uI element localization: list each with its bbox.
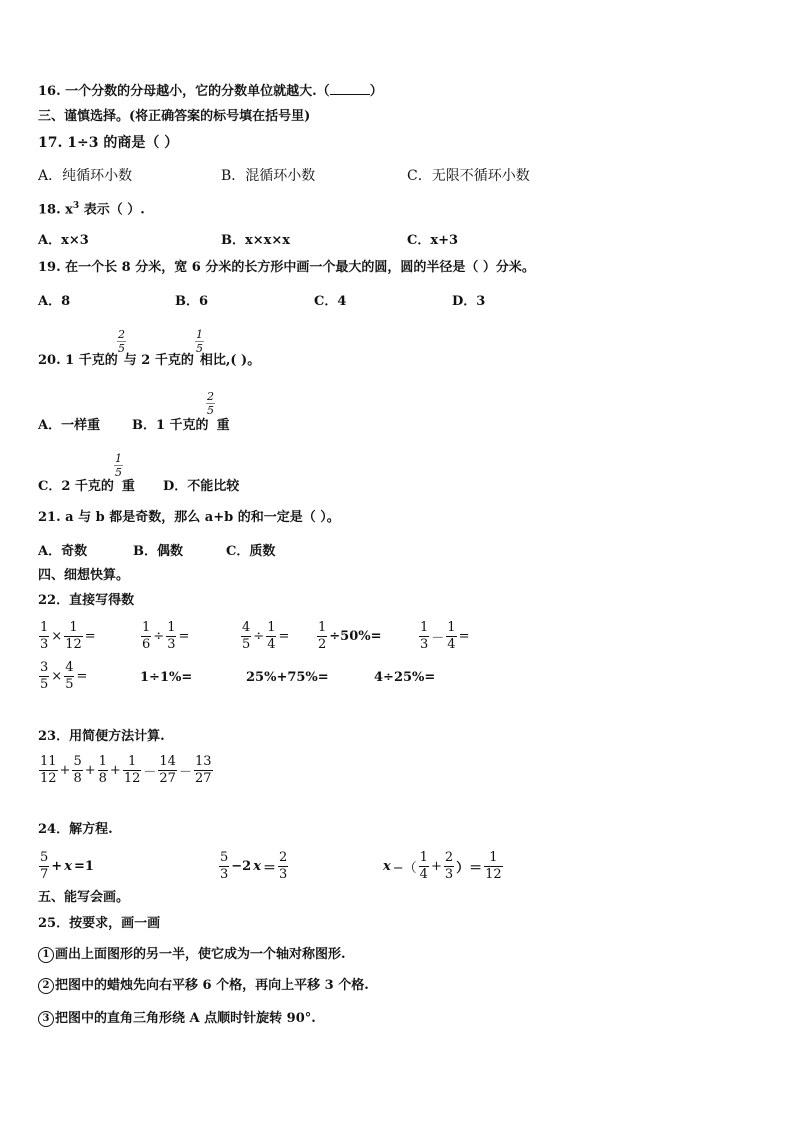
question-number: 20. xyxy=(38,353,61,368)
task-item-3: 3 把图中的直角三角形绕 A 点顺时针旋转 90°. xyxy=(38,1010,316,1028)
fraction-two-fifths: 2 5 xyxy=(207,390,214,417)
expr-8: 25%+75%= xyxy=(246,670,329,685)
option-d[interactable]: D．不能比较 xyxy=(163,479,240,494)
task-item-1: 1 画出上面图形的另一半，使它成为一个轴对称图形. xyxy=(38,946,346,964)
question-number: 17. xyxy=(38,135,63,151)
option-c[interactable]: C．4 xyxy=(314,294,347,309)
option-d[interactable]: D．3 xyxy=(452,294,486,309)
question-text: 1÷3 的商是（ ） xyxy=(67,135,179,151)
option-b[interactable]: B．1 千克的 重 xyxy=(132,418,230,433)
option-b[interactable]: B．6 xyxy=(175,294,209,309)
option-a[interactable]: A．纯循环小数 xyxy=(38,168,133,184)
fraction-one-fifth: 1 5 xyxy=(115,452,122,479)
expr-1: $\frac{1}{3}$ × $\frac{1}{12}$ = xyxy=(40,620,96,652)
expr-2: $\frac{1}{6}$ ÷ $\frac{1}{3}$ = xyxy=(142,620,190,652)
circled-number-icon: 2 xyxy=(38,978,54,994)
option-a[interactable]: A．奇数 xyxy=(38,544,88,559)
question-number: 16. xyxy=(38,84,61,99)
question-17 xyxy=(38,134,178,152)
question-text: a 与 b 都是奇数，那么 a+b 的和一定是（ ）。 xyxy=(65,510,340,525)
expr-5: $\frac{1}{3}$ － $\frac{1}{4}$ = xyxy=(420,620,470,652)
option-c[interactable]: C．无限不循环小数 xyxy=(407,168,530,184)
option-c[interactable]: C．2 千克的 重 xyxy=(38,479,135,494)
option-a[interactable]: A．一样重 xyxy=(38,418,101,433)
question-text: 在一个长 8 分米，宽 6 分米的长方形中画一个最大的圆，圆的半径是（ ）分米。 xyxy=(65,260,535,275)
equation-2: $\frac{5}{3}$ −2 x＝ $\frac{2}{3}$ xyxy=(220,850,288,882)
expr-4: $\frac{1}{2}$ ÷50%= xyxy=(318,620,382,652)
option-c[interactable]: C．x+3 xyxy=(407,233,459,248)
question-19 xyxy=(38,259,535,277)
expr-3: $\frac{4}{5}$ ÷ $\frac{1}{4}$ = xyxy=(242,620,290,652)
section-heading-4: 四、细想快算。 xyxy=(38,568,130,583)
equation-3: x −（ $\frac{1}{4}$ + $\frac{2}{3}$ ）＝ $\frac{1}{12}$ xyxy=(383,850,502,882)
option-a[interactable]: A．8 xyxy=(38,294,71,309)
equation-1: $\frac{5}{7}$ +x =1 xyxy=(40,850,94,882)
fraction-one-fifth: 1 5 xyxy=(196,328,203,355)
question-20: 20. 1 千克的 与 2 千克的 相比,( )。 xyxy=(38,353,261,368)
question-23-title: 23．用简便方法计算. xyxy=(38,729,165,744)
fraction-two-fifths: 2 5 xyxy=(118,328,125,355)
circled-number-icon: 1 xyxy=(38,947,54,963)
task-item-2: 2 把图中的蜡烛先向右平移 6 个格，再向上平移 3 个格. xyxy=(38,977,369,995)
question-24-title: 24．解方程. xyxy=(38,822,113,837)
expr-9: 4÷25%= xyxy=(374,670,436,685)
expr-7: 1÷1%= xyxy=(140,670,193,685)
question-22-title: 22．直接写得数 xyxy=(38,593,135,608)
question-18: 18. $x^3$ 表示（ ）. xyxy=(38,201,145,218)
question-number: 21. xyxy=(38,510,61,525)
section-heading-3: 三、谨慎选择。(将正确答案的标号填在括号里) xyxy=(38,109,311,124)
option-c[interactable]: C．质数 xyxy=(226,544,276,559)
circled-number-icon: 3 xyxy=(38,1011,54,1027)
option-b[interactable]: B．x×x×x xyxy=(221,233,291,248)
option-b[interactable]: B．偶数 xyxy=(133,544,183,559)
question-21 xyxy=(38,509,340,527)
question-25-title: 25．按要求，画一画 xyxy=(38,916,161,931)
question-text: 一个分数的分母越小，它的分数单位就越大.（ xyxy=(65,84,330,99)
option-a[interactable]: A．x×3 xyxy=(38,233,89,248)
expr-simplify: $\frac{11}{12}$ + $\frac{5}{8}$ + $\frac{1}{8}$ + $\frac{1}{12}$ － $\frac{14}{27}$ － $\frac{13}{27}$ xyxy=(40,754,212,786)
option-b[interactable]: B．混循环小数 xyxy=(221,168,316,184)
question-16: 16. 一个分数的分母越小，它的分数单位就越大.（ ） xyxy=(38,84,383,99)
section-heading-5: 五、能写会画。 xyxy=(38,890,130,905)
answer-blank[interactable] xyxy=(330,82,370,95)
question-number: 18. xyxy=(38,202,61,218)
question-number: 19. xyxy=(38,260,61,275)
expr-6: $\frac{3}{5}$ × $\frac{4}{5}$ = xyxy=(40,660,88,692)
